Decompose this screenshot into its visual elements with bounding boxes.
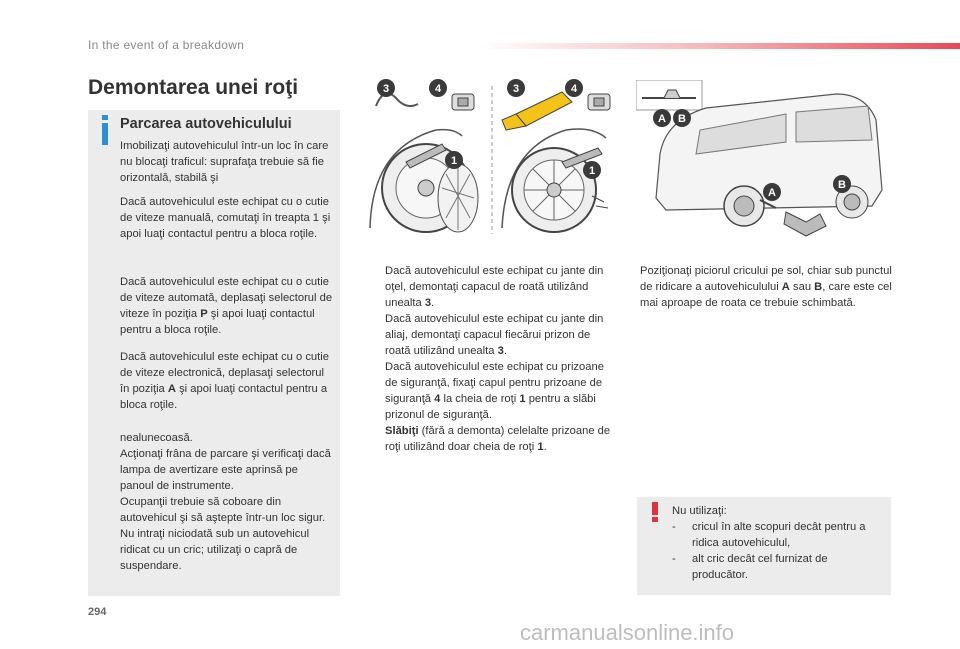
parking-paragraph-3: Dacă autovehiculul este echipat cu o cutie de viteze automată, deplasaţi selectorul de viteze în poziţia P şi apoi luaţi contactul pentru a bloca roţile. bbox=[120, 276, 333, 336]
parking-paragraph-1: Imobilizaţi autovehiculul într-un loc în care nu blocaţi traficul: suprafaţa trebuie să fie orizontală, stabilă şi bbox=[120, 140, 329, 184]
svg-text:3: 3 bbox=[382, 83, 390, 95]
bullet-loosen-bolts: Slăbiţi (fără a demonta) celelalte prizoane de roţi utilizând doar cheia de roţi 1. bbox=[385, 425, 611, 453]
callout-b-detail bbox=[673, 109, 691, 127]
warning-icon bbox=[648, 502, 662, 522]
svg-text:3: 3 bbox=[512, 83, 520, 95]
van-jack-illustration bbox=[636, 80, 888, 240]
callout-a-detail bbox=[653, 109, 671, 127]
svg-text:4: 4 bbox=[434, 83, 442, 95]
security-socket-icon bbox=[452, 94, 474, 110]
page-number: 294 bbox=[88, 606, 107, 618]
warning-item-2: - alt cric decât cel furnizat de producător. bbox=[672, 553, 828, 581]
bullet-steel-rims: Dacă autovehiculul este echipat cu jante din oţel, demontaţi capacul de roată utilizând unealta 3. bbox=[385, 265, 604, 309]
callout-1-left bbox=[445, 151, 463, 169]
callout-4-right bbox=[565, 79, 583, 97]
header-accent-bar bbox=[480, 43, 960, 49]
svg-text:1: 1 bbox=[450, 155, 458, 167]
info-icon bbox=[102, 115, 108, 145]
yellow-cap-tool-icon bbox=[502, 92, 572, 130]
callout-3-left bbox=[377, 79, 395, 97]
steel-wheel-icon bbox=[370, 130, 478, 232]
svg-text:B: B bbox=[838, 179, 846, 191]
callout-3-right bbox=[507, 79, 525, 97]
parking-paragraph-2: Dacă autovehiculul este echipat cu o cutie de viteze manuală, comutaţi în treapta 1 şi apoi luaţi contactul pentru a bloca roţile. bbox=[120, 196, 331, 240]
svg-text:A: A bbox=[768, 187, 776, 199]
svg-text:A: A bbox=[658, 113, 666, 125]
section-header: In the event of a breakdown bbox=[88, 38, 245, 52]
warning-title: Nu utilizaţi: bbox=[672, 505, 727, 517]
parking-paragraph-5: nealunecoasă. Acţionaţi frâna de parcare şi verificaţi dacă lampa de avertizare este aprinsă pe panoul de instrumente. Ocupanţii trebuie să coboare din autovehicul şi să aştepte într-un loc sigur. Nu intraţi niciodată sub un autovehicul ridicat cu un cric; utilizaţi o capră de suspendare. bbox=[120, 432, 331, 572]
jacking-point-detail-icon bbox=[636, 80, 702, 110]
bullet-security-bolts: Dacă autovehiculul este echipat cu prizoane de siguranţă, fixaţi capul pentru prizoane de siguranţă 4 la cheia de roţi 1 pentru a slăbi prizonul de siguranţă. bbox=[385, 361, 604, 421]
alloy-wheel-icon bbox=[502, 129, 608, 232]
watermark: carmanualsonline.info bbox=[520, 620, 735, 645]
parking-paragraph-4: Dacă autovehiculul este echipat cu o cutie de viteze electronică, deplasaţi selectorul în poziţia A şi apoi luaţi contactul pentru a bloca roţile. bbox=[120, 351, 329, 411]
svg-text:4: 4 bbox=[570, 83, 578, 95]
parking-box-title: Parcarea autovehiculului bbox=[120, 116, 292, 132]
svg-text:B: B bbox=[678, 113, 686, 125]
bullet-position-jack: Poziţionaţi piciorul cricului pe sol, chiar sub punctul de ridicare a autovehiculului A sau B, care este cel mai aproape de roata ce trebuie schimbată. bbox=[640, 265, 892, 309]
security-socket-2-icon bbox=[588, 94, 610, 110]
callout-1-right bbox=[583, 161, 601, 179]
page-title: Demontarea unei roţi bbox=[88, 76, 299, 99]
warning-item-1: - cricul în alte scopuri decât pentru a ridica autovehiculul, bbox=[672, 521, 866, 549]
callout-b-van bbox=[833, 175, 851, 193]
callout-a-van bbox=[763, 183, 781, 201]
svg-text:1: 1 bbox=[588, 165, 596, 177]
wheel-tools-illustration bbox=[366, 78, 618, 238]
bullet-alloy-rims: Dacă autovehiculul este echipat cu jante din aliaj, demontaţi capacul fiecărui prizon de roată utilizând unealta 3. bbox=[385, 313, 604, 357]
callout-4-left bbox=[429, 79, 447, 97]
